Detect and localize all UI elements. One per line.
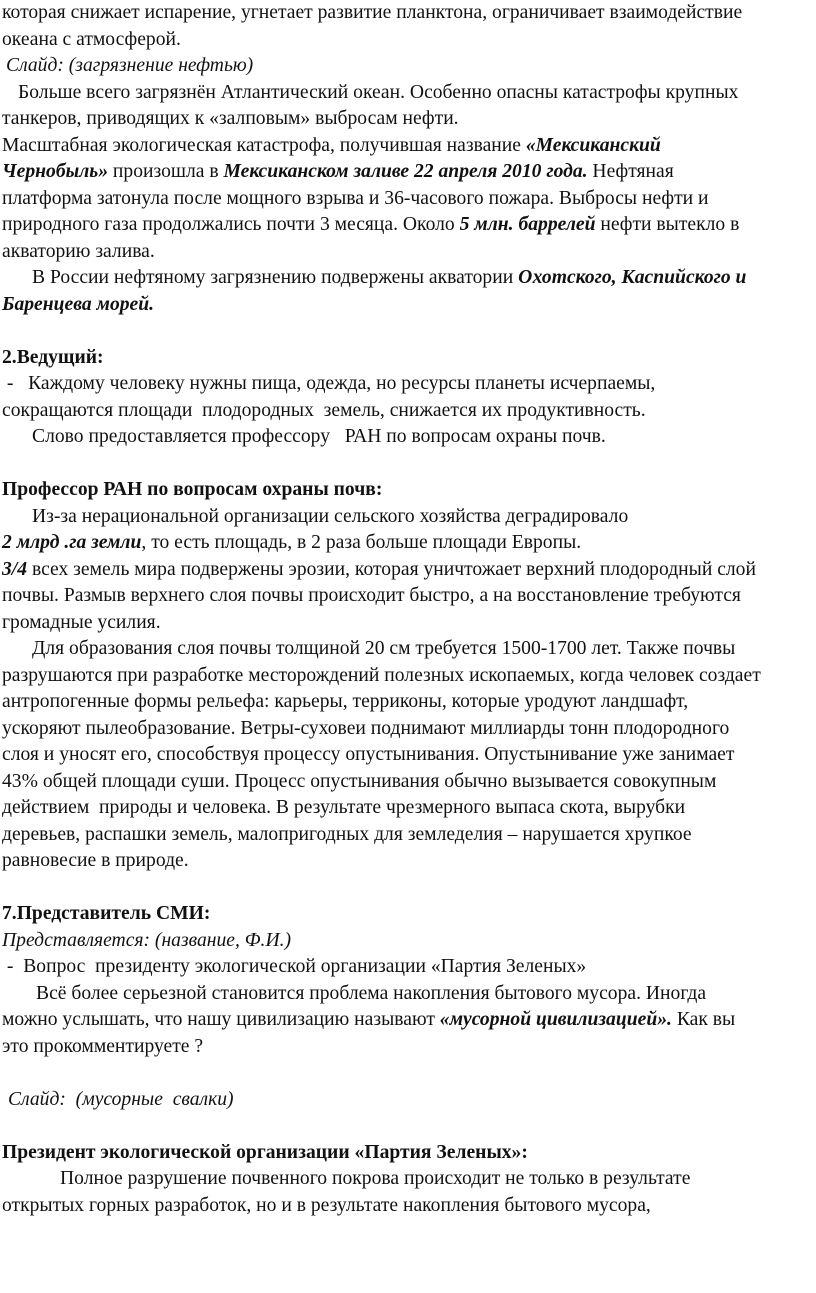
slide-note: Слайд: (загрязнение нефтью): [6, 55, 254, 76]
text-line: Слово предоставляется профессору РАН по вопросам охраны почв.: [32, 426, 606, 447]
text-line: Больше всего загрязнён Атлантический океан. Особенно опасны катастрофы крупных: [18, 81, 739, 103]
text-line: действием природы и человека. В результате чрезмерного выпаса скота, вырубки: [2, 797, 686, 818]
text-line: почвы. Размыв верхнего слоя почвы происходит быстро, а на восстановление требуются: [2, 585, 741, 606]
text-span: можно услышать, что нашу цивилизацию называют: [2, 1009, 440, 1030]
text-line: [2, 557, 812, 584]
text-span: произошла в: [108, 161, 224, 182]
text-line: - Каждому человеку нужны пища, одежда, но ресурсы планеты исчерпаемы,: [2, 373, 656, 394]
text-span: Масштабная экологическая катастрофа, получившая название: [2, 134, 526, 156]
emphasis-text: 5 млн. баррелей: [459, 214, 596, 235]
text-line: [2, 159, 812, 186]
emphasis-text: 3/4: [2, 558, 28, 580]
text-line: равновесие в природе.: [2, 850, 189, 871]
section-heading: 7.Представитель СМИ:: [2, 903, 211, 924]
text-line: открытых горных разработок, но и в результате накопления бытового мусора,: [2, 1194, 651, 1216]
text-line: Всё более серьезной становится проблема накопления бытового мусора. Иногда: [36, 982, 707, 1004]
text-span: Как вы: [671, 1009, 736, 1030]
section-heading: Президент экологической организации «Партия Зеленых»:: [2, 1141, 528, 1163]
text-line: разрушаются при разработке месторождений полезных ископаемых, когда человек создает: [2, 664, 761, 686]
text-line: сокращаются площади плодородных земель, снижается их продуктивность.: [2, 399, 646, 421]
emphasis-text: Охотского, Каспийского и: [518, 267, 747, 288]
emphasis-text: «Мексиканский: [525, 134, 661, 156]
slide-note: Слайд: (мусорные свалки): [8, 1088, 234, 1110]
text-line: антропогенные формы рельефа: карьеры, терриконы, которые уродуют ландшафт,: [2, 691, 689, 712]
text-line: Для образования слоя почвы толщиной 20 см требуется 1500-1700 лет. Также почвы: [32, 638, 736, 659]
emphasis-text: 2 млрд .га земли: [2, 532, 142, 553]
text-line: танкеров, приводящих к «залповым» выбросам нефти.: [2, 108, 459, 129]
text-span: В России нефтяному загрязнению подвержены акватории: [32, 267, 519, 288]
text-line: слоя и уносят его, способствуя процессу опустынивания. Опустынивание уже занимает: [2, 744, 735, 765]
emphasis-text: «мусорной цивилизацией».: [439, 1009, 672, 1030]
text-span: нефти вытекло в: [595, 214, 740, 235]
emphasis-text: Баренцева морей.: [2, 293, 155, 315]
text-line: - Вопрос президенту экологической организации «Партия Зеленых»: [2, 956, 587, 977]
section-heading: 2.Ведущий:: [2, 346, 104, 368]
text-line: [2, 212, 812, 239]
text-line: [2, 530, 812, 557]
emphasis-text: Чернобыль»: [2, 161, 109, 182]
text-line: акваторию залива.: [2, 240, 155, 262]
text-span: , то есть площадь, в 2 раза больше площади Европы.: [141, 532, 582, 553]
text-span: всех земель мира подвержены эрозии, которая уничтожает верхний плодородный слой: [27, 558, 756, 580]
emphasis-text: Мексиканском заливе 22 апреля 2010 года.: [223, 161, 588, 182]
text-line: Из-за нерациональной организации сельского хозяйства деградировало: [32, 505, 629, 527]
text-line: [2, 1007, 812, 1034]
text-line: [2, 133, 812, 160]
text-line: Полное разрушение почвенного покрова происходит не только в результате: [60, 1168, 691, 1189]
text-line: деревьев, распашки земель, малопригодных для земледелия – нарушается хрупкое: [2, 823, 692, 845]
section-heading: Профессор РАН по вопросам охраны почв:: [2, 479, 383, 500]
text-line: [2, 265, 812, 292]
text-line: океана с атмосферой.: [2, 28, 181, 50]
text-span: Нефтяная: [587, 161, 674, 182]
text-span: природного газа продолжались почти 3 месяца. Около: [2, 214, 460, 235]
text-line: которая снижает испарение, угнетает развитие планктона, ограничивает взаимодействие: [2, 2, 743, 23]
text-line: ускоряют пылеобразование. Ветры-суховеи поднимают миллиарды тонн плодородного: [2, 717, 730, 739]
text-line: громадные усилия.: [2, 611, 161, 633]
text-line: 43% общей площади суши. Процесс опустынивания обычно вызывается совокупным: [2, 770, 717, 792]
text-line: это прокомментируете ?: [2, 1035, 204, 1057]
text-line: Представляется: (название, Ф.И.): [2, 929, 292, 951]
text-line: платформа затонула после мощного взрыва и 36-часового пожара. Выбросы нефти и: [2, 187, 709, 209]
